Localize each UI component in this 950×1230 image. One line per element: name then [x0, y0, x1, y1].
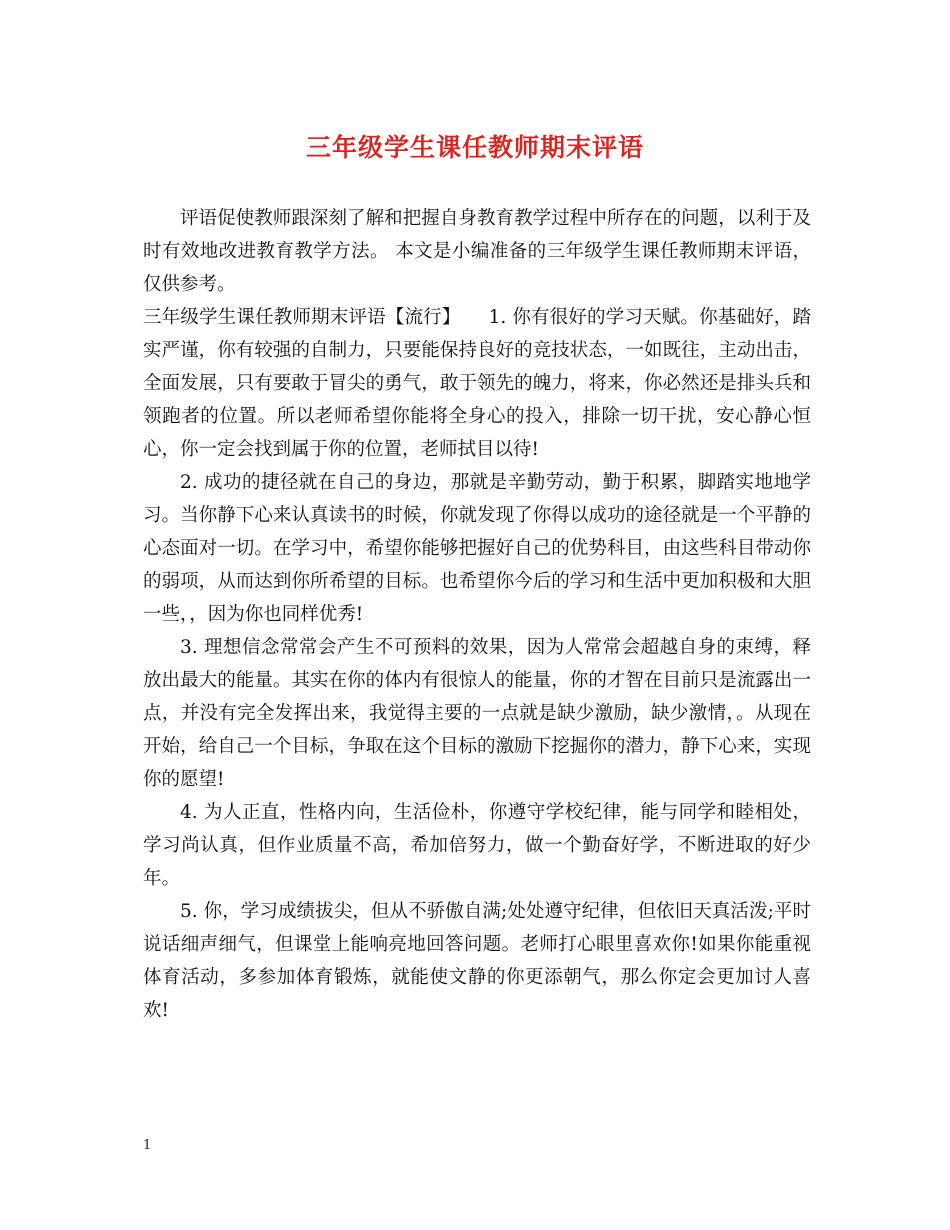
document-title: 三年级学生课任教师期末评语: [305, 133, 644, 162]
comment-paragraph-4: 4. 为人正直，性格内向，生活俭朴，你遵守学校纪律，能与同学和睦相处，学习尚认真，但作业质量不高，希加倍努力，做一个勤奋好学，不断进取的好少年。: [143, 802, 811, 889]
comment-paragraph-3: 3. 理想信念常常会产生不可预料的效果，因为人常常会超越自身的束缚，释放出最大的能量。其实在你的体内有很惊人的能量，你的才智在目前只是流露出一点，并没有完全发挥出来，我觉得主要的一点就是缺少激励，缺少激情，。从现在开始，给自己一个目标，争取在这个目标的激励下挖掘你的潜力，静下心来，实现你的愿望!: [143, 637, 811, 790]
intro-paragraph: 评语促使教师跟深刻了解和把握自身教育教学过程中所存在的问题，以利于及时有效地改进教育教学方法。 本文是小编准备的三年级学生课任教师期末评语，仅供参考。: [143, 208, 811, 295]
page-number: 1: [143, 1138, 152, 1153]
comment-paragraph-5: 5. 你，学习成绩拔尖，但从不骄傲自满;处处遵守纪律，但依旧天真活泼;平时说话细声细气，但课堂上能响亮地回答问题。老师打心眼里喜欢你!如果你能重视体育活动，多参加体育锻炼，就能使文静的你更添朝气，那么你定会更加讨人喜欢!: [143, 901, 811, 1021]
comment-paragraph-1: 三年级学生课任教师期末评语【流行】 1. 你有很好的学习天赋。你基础好，踏实严谨，你有较强的自制力，只要能保持良好的竞技状态，一如既往，主动出击，全面发展，只有要敢于冒尖的勇气，敢于领先的魄力，将来，你必然还是排头兵和领跑者的位置。所以老师希望你能将全身心的投入，排除一切干扰，安心静心恒心，你一定会找到属于你的位置，老师拭目以待!: [143, 307, 811, 460]
comment-paragraph-2: 2. 成功的捷径就在自己的身边，那就是辛勤劳动，勤于积累，脚踏实地地学习。当你静下心来认真读书的时候，你就发现了你得以成功的途径就是一个平静的心态面对一切。在学习中，希望你能够把握好自己的优势科目，由这些科目带动你的弱项，从而达到你所希望的目标。也希望你今后的学习和生活中更加积极和大胆一些，，因为你也同样优秀!: [143, 472, 811, 625]
document-body: [143, 202, 811, 1027]
